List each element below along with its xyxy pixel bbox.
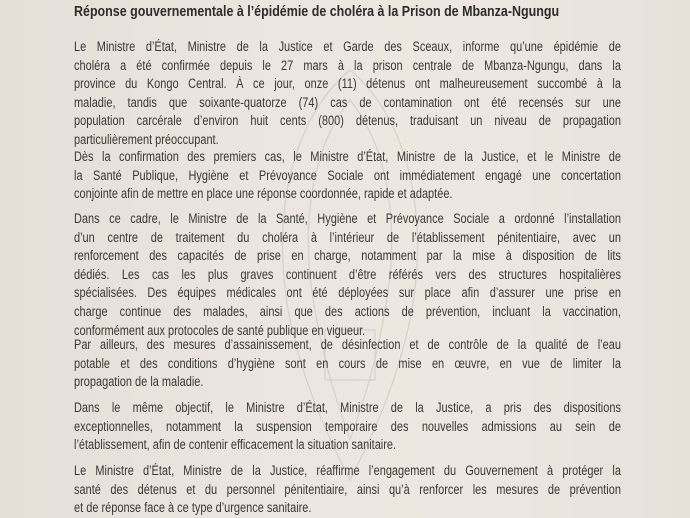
text-line: exceptionnelles, notamment la suspension temporaire des nouvelles admissions au sein de: [74, 418, 621, 434]
text-line: province du Kongo Central. À ce jour, onze (11) détenus ont malheureusement succombé à la: [74, 76, 621, 92]
text-line: d’un centre de traitement du choléra à l’intérieur de l’établissement pénitentiaire, avec un: [74, 229, 621, 245]
text-line: conformément aux protocoles de santé publique en vigueur.: [74, 322, 366, 338]
text-line: potable et des conditions d’hygiène sont en cours de mise en œuvre, en vue de limiter la: [74, 355, 621, 371]
text-line: propagation de la maladie.: [74, 374, 204, 390]
text-line: choléra a été confirmée depuis le 27 mars à la prison centrale de Mbanza-Ngungu, dans la: [74, 57, 621, 73]
text-line: Dans le même objectif, le Ministre d’État, Ministre de la Justice, a pris des dispositions: [74, 400, 621, 415]
text-line: Le Ministre d’État, Ministre de la Justice, réaffirme l’engagement du Gouvernement à protéger la: [74, 463, 621, 478]
paragraph-sanitation-measures: [74, 336, 621, 392]
paragraph-outbreak-announcement: [74, 38, 621, 150]
text-line: conjointe afin de mettre en place une réponse coordonnée, rapide et adaptée.: [74, 186, 453, 202]
text-line: et de réponse face à ce type d’urgence sanitaire.: [74, 500, 312, 516]
text-line: charge continue des malades, ainsi que des actions de prévention, incluant la vaccination,: [74, 303, 621, 319]
text-line: Dès la confirmation des premiers cas, le Ministre d’État, Ministre de la Justice, et le Ministre de: [74, 149, 621, 164]
text-line: Dans ce cadre, le Ministre de la Santé, Hygiène et Prévoyance Sociale a ordonné l’installation: [74, 211, 621, 226]
text-line: particulièrement préoccupant.: [74, 131, 219, 147]
text-line: maladie, tandis que soixante-quatorze (74) cas de contamination ont été recensés sur une: [74, 94, 621, 110]
paragraph-joint-coordination: [74, 148, 621, 204]
text-line: la Santé Publique, Hygiène et Prévoyance Sociale ont immédiatement engagé une concertation: [74, 167, 621, 183]
text-line: santé des détenus et du personnel pénitentiaire, ainsi qu’à renforcer les mesures de prévention: [74, 481, 621, 497]
paragraph-treatment-centre: [74, 210, 621, 340]
document-title: Réponse gouvernementale à l’épidémie de choléra à la Prison de Mbanza-Ngungu: [74, 4, 560, 20]
text-line: dédiés. Les cas les plus graves continuent d’être référés vers des structures hospitalières: [74, 266, 621, 282]
text-line: Le Ministre d’État, Ministre de la Justice et Garde des Sceaux, informe qu’une épidémie de: [74, 39, 621, 54]
text-line: Par ailleurs, des mesures d’assainissement, de désinfection et de contrôle de la qualité de l’eau: [74, 337, 621, 352]
paragraph-government-commitment: [74, 462, 621, 518]
text-line: spécialisées. Des équipes médicales ont été déployées sur place afin d’assurer une prise en: [74, 285, 621, 301]
text-line: population carcérale d’environ huit cents (800) détenus, traduisant un niveau de propagation: [74, 113, 621, 129]
text-line: renforcement des capacités de prise en charge, notamment par la mise à disposition de lits: [74, 248, 621, 264]
text-line: l’établissement, afin de contenir efficacement la situation sanitaire.: [74, 437, 397, 453]
paragraph-admission-suspension: [74, 399, 621, 455]
